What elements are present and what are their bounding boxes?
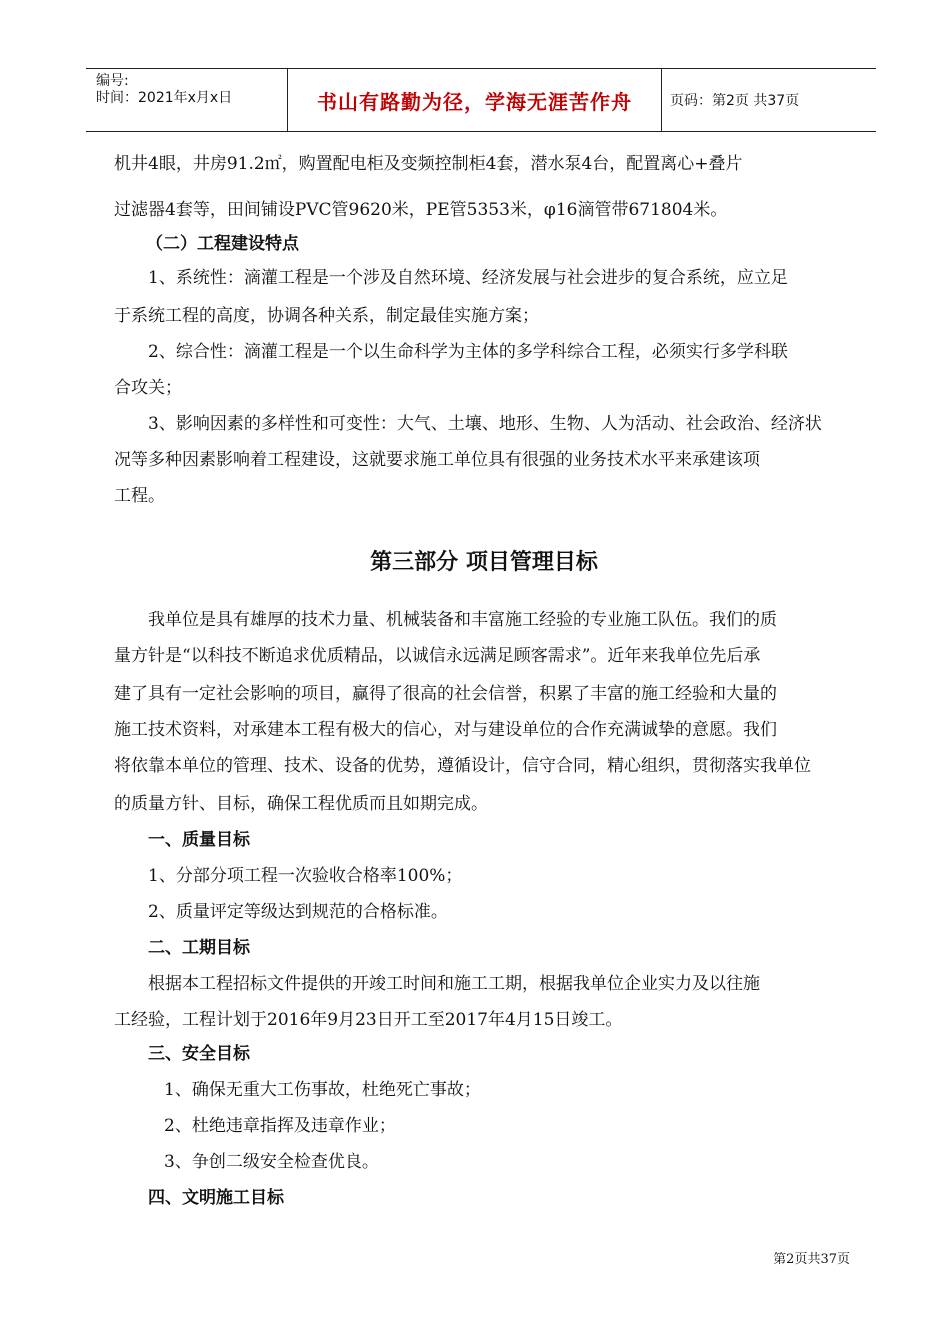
section-heading: 一、质量目标: [148, 830, 250, 850]
header-motto-cell: [288, 69, 662, 131]
time-label: 时间：2021年x月x日: [96, 90, 233, 106]
section-heading: （二）工程建设特点: [146, 234, 299, 254]
paragraph-line: 施工技术资料，对承建本工程有极大的信心，对与建设单位的合作充满诚挚的意愿。我们: [114, 720, 777, 740]
paragraph-line: 2、杜绝违章指挥及违章作业；: [164, 1116, 396, 1136]
header-meta: [86, 69, 288, 131]
paragraph-line: 过滤器4套等，田间铺设PVC管9620米，PE管5353米，φ16滴管带671804米。: [114, 200, 728, 220]
doc-number-label: 编号:: [96, 73, 129, 89]
paragraph-line: 的质量方针、目标，确保工程优质而且如期完成。: [114, 794, 488, 814]
paragraph-line: 我单位是具有雄厚的技术力量、机械装备和丰富施工经验的专业施工队伍。我们的质: [148, 610, 777, 630]
part-title: 第三部分 项目管理目标: [370, 550, 598, 575]
paragraph-line: 工程。: [114, 486, 165, 506]
paragraph-line: 2、综合性：滴灌工程是一个以生命科学为主体的多学科综合工程，必须实行多学科联: [148, 342, 788, 362]
paragraph-line: 1、确保无重大工伤事故，杜绝死亡事故；: [164, 1080, 481, 1100]
paragraph-line: 3、争创二级安全检查优良。: [164, 1152, 379, 1172]
page-footer: 第2页共37页: [773, 1252, 850, 1267]
paragraph-line: 机井4眼，井房91.2㎡，购置配电柜及变频控制柜4套，潜水泵4台，配置离心+叠片: [114, 154, 743, 174]
paragraph-line: 况等多种因素影响着工程建设，这就要求施工单位具有很强的业务技术水平来承建该项: [114, 450, 760, 470]
paragraph-line: 于系统工程的高度，协调各种关系，制定最佳实施方案；: [114, 306, 539, 326]
header-page-label: 页码：第2页 共37页: [670, 93, 800, 109]
paragraph-line: 3、影响因素的多样性和可变性：大气、土壤、地形、生物、人为活动、社会政治、经济状: [148, 414, 822, 434]
paragraph-line: 工经验，工程计划于2016年9月23日开工至2017年4月15日竣工。: [114, 1010, 623, 1030]
paragraph-line: 将依靠本单位的管理、技术、设备的优势，遵循设计，信守合同，精心组织，贯彻落实我单位: [114, 756, 811, 776]
paragraph-line: 1、分部分项工程一次验收合格率100%；: [148, 866, 463, 886]
paragraph-line: 2、质量评定等级达到规范的合格标准。: [148, 902, 448, 922]
paragraph-line: 根据本工程招标文件提供的开竣工时间和施工工期，根据我单位企业实力及以往施: [148, 974, 760, 994]
section-heading: 三、安全目标: [148, 1044, 250, 1064]
page-header: [86, 68, 876, 132]
header-motto: 书山有路勤为径，学海无涯苦作舟: [317, 89, 632, 114]
paragraph-line: 量方针是“以科技不断追求优质精品，以诚信永远满足顾客需求”。近年来我单位先后承: [114, 646, 761, 666]
paragraph-line: 1、系统性：滴灌工程是一个涉及自然环境、经济发展与社会进步的复合系统，应立足: [148, 268, 788, 288]
paragraph-line: 合攻关；: [114, 378, 182, 398]
paragraph-line: 建了具有一定社会影响的项目，赢得了很高的社会信誉，积累了丰富的施工经验和大量的: [114, 684, 777, 704]
section-heading: 四、文明施工目标: [148, 1188, 284, 1208]
header-page-cell: [662, 69, 876, 131]
section-heading: 二、工期目标: [148, 938, 250, 958]
